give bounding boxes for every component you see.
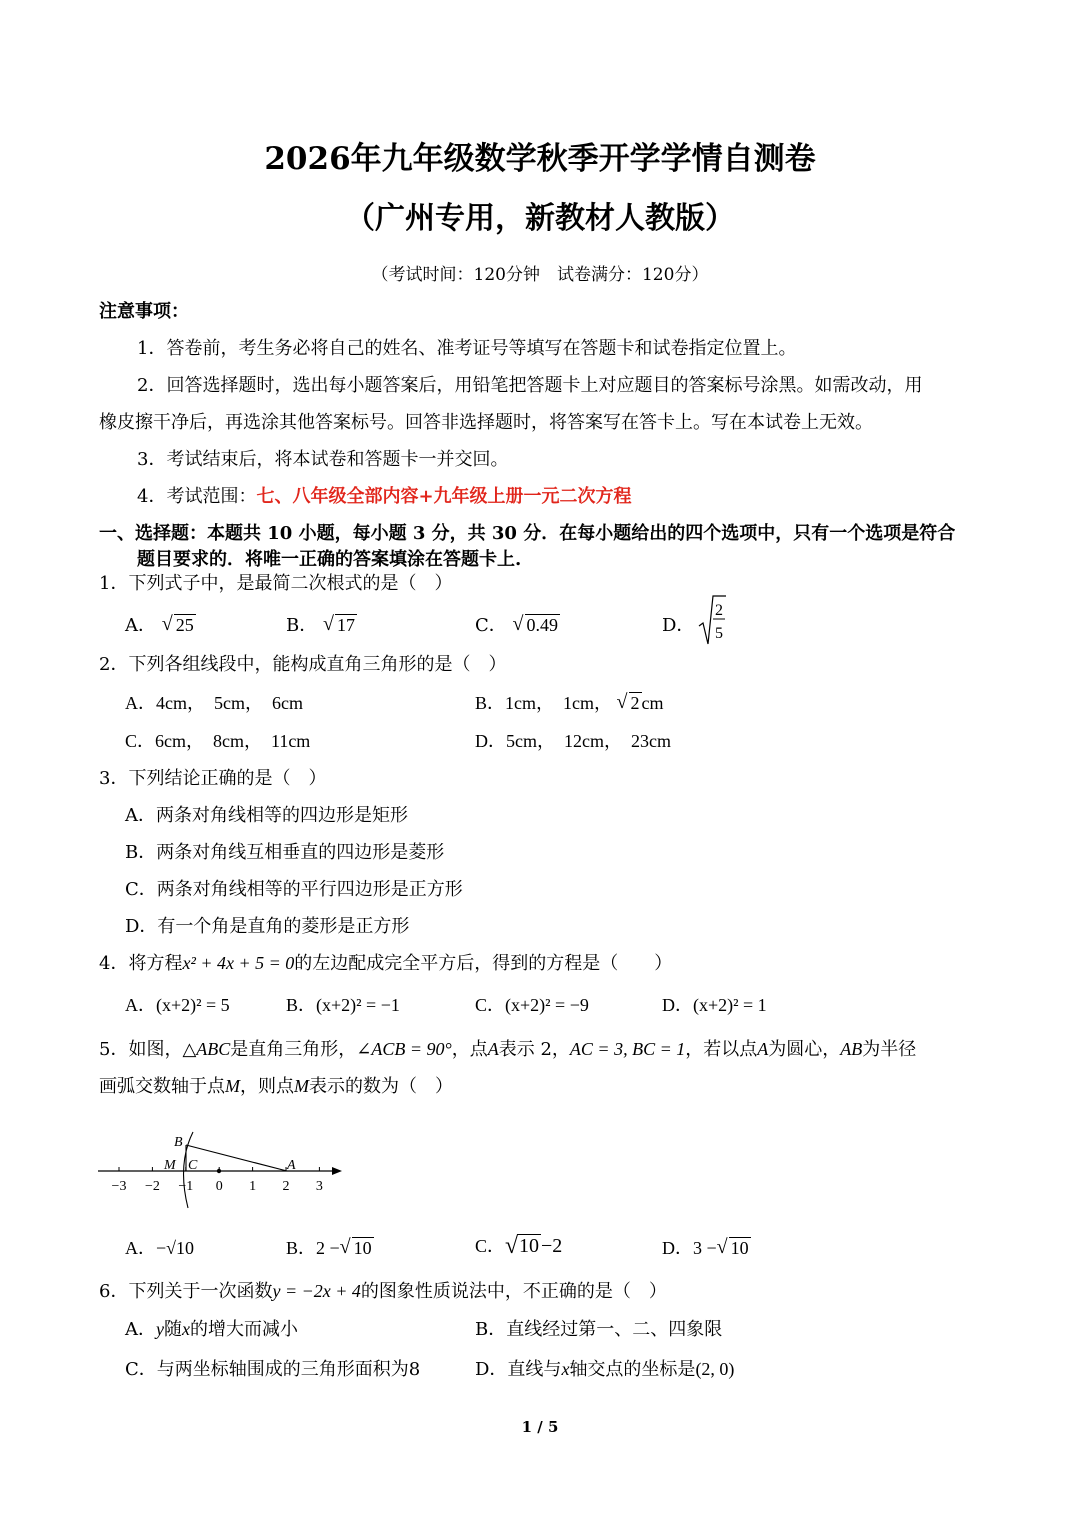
q5-label-c: C [188, 1158, 198, 1173]
q5-segment-ab: AB [840, 1039, 863, 1059]
q6-function: y = −2x + 4 [272, 1281, 361, 1301]
notice-heading: 注意事项： [99, 301, 189, 322]
q1-stem: 1．下列式子中，是最简二次根式的是（ ） [99, 573, 453, 594]
q6-stem-pre: 6．下列关于一次函数 [99, 1281, 273, 1302]
q6-option-d-point: (2, 0) [695, 1359, 735, 1379]
q6-option-a-text-1: 随 [164, 1319, 182, 1340]
q5-tick-label: 3 [315, 1179, 323, 1194]
q5-option-d-radicand: 10 [730, 1238, 749, 1258]
q5-text-g: 为半径 [862, 1039, 917, 1060]
q5-origin-dot [217, 1169, 221, 1173]
exam-scope: 七、八年级全部内容+九年级上册一元二次方程 [256, 486, 632, 507]
q4-option-b: B．(x+2)² = −1 [286, 995, 400, 1015]
q5-text-b: 是直角三角形， [230, 1039, 357, 1060]
q1-option-b-value: 17 [336, 615, 355, 635]
q1-option-c-label: C． [475, 615, 507, 636]
q2-option-b-unit: cm [641, 693, 664, 713]
q5-label-b: B [174, 1135, 183, 1150]
q5-text-j: 表示的数为（ ） [309, 1076, 453, 1097]
q6-option-d-x: x [561, 1359, 570, 1379]
q6-option-b: B．直线经过第一、二、四象限 [475, 1319, 723, 1340]
q5-triangle: △ABC [182, 1039, 231, 1059]
q5-lengths: AC = 3, BC = 1 [569, 1039, 686, 1059]
exam-info: （考试时间：120分钟 试卷满分：120分） [371, 265, 709, 285]
page-number: 1 / 5 [521, 1418, 559, 1436]
q6-option-a-text-2: 的增大而减小 [190, 1319, 298, 1340]
q6-option-a-label: A． [125, 1319, 156, 1340]
section-1-heading-cont: 题目要求的．将唯一正确的答案填涂在答题卡上. [137, 549, 522, 570]
notice-item-4 [137, 482, 632, 508]
q6-option-d-text: 轴交点的坐标是 [569, 1359, 696, 1380]
q5-point-a-center: A [757, 1039, 769, 1059]
q5-option-c: C． √ 10 −2 [475, 1233, 563, 1259]
q2-option-a: A．4cm， 5cm， 6cm [125, 693, 303, 713]
q6-stem [99, 1277, 667, 1303]
q5-point-m-2: M [294, 1076, 309, 1096]
q1-option-d-denominator: 5 [715, 625, 723, 642]
q5-point-m: M [225, 1076, 240, 1096]
q2-option-d: D．5cm， 12cm， 23cm [475, 731, 671, 751]
q4-stem-post: 的左边配成完全平方后，得到的方程是（ ） [294, 953, 673, 974]
q5-angle: ∠ACB = 90° [356, 1039, 452, 1059]
q5-point-a: A [487, 1039, 499, 1059]
q1-option-d-radical [697, 594, 727, 644]
q5-text-c: ，点 [451, 1039, 488, 1060]
q5-stem-line-1 [99, 1035, 916, 1061]
q3-option-a: A．两条对角线相等的四边形是矩形 [125, 805, 408, 826]
q3-stem: 3．下列结论正确的是（ ） [99, 768, 327, 789]
q5-tick-label: −3 [111, 1179, 127, 1194]
q5-option-b-label: B． [286, 1238, 317, 1258]
q3-option-d: D．有一个角是直角的菱形是正方形 [125, 916, 410, 937]
q2-option-b-text: B．1cm， 1cm， [475, 693, 612, 713]
q5-option-d-label: D． [662, 1238, 693, 1258]
q4-option-d: D．(x+2)² = 1 [662, 995, 767, 1015]
q5-text-f: 为圆心， [768, 1039, 841, 1060]
q5-option-a-label: A． [125, 1238, 156, 1258]
q5-label-a: A [287, 1158, 296, 1173]
q1-option-d [662, 611, 694, 637]
q1-option-a: A． √ 25 [125, 613, 194, 636]
q5-option-d: D．3 − √ 10 [662, 1236, 749, 1258]
q5-text-a: 5．如图， [99, 1039, 183, 1060]
notice-item-2: 2．回答选择题时，选出每小题答案后，用铅笔把答题卡上对应题目的答案标号涂黑。如需改动，用 [137, 375, 923, 396]
exam-title: 2026年九年级数学秋季开学学情自测卷 [264, 141, 816, 177]
q1-option-b-label: B． [286, 615, 318, 636]
q5-text-h: 画弧交数轴于点 [99, 1076, 225, 1097]
section-1-heading: 一、选择题：本题共 10 小题，每小题 3 分，共 30 分．在每小题给出的四个选项中，只有一个选项是符合 [99, 523, 956, 544]
q6-option-a-x: x [182, 1319, 190, 1339]
q5-option-c-label: C． [475, 1236, 506, 1256]
q5-label-m: M [164, 1158, 176, 1173]
q5-text-d: 表示 2， [498, 1039, 570, 1060]
q5-segment-ab-line [186, 1145, 287, 1171]
q4-equation: x² + 4x + 5 = 0 [182, 953, 295, 973]
exam-subtitle: （广州专用，新教材人教版） [345, 201, 735, 236]
notice-item-2-cont: 橡皮擦干净后，再选涂其他答案标号。回答非选择题时，将答案写在答卡上。写在本试卷上无效。 [99, 412, 873, 433]
q5-text-i: ，则点 [240, 1076, 294, 1097]
q5-stem-line-2 [99, 1072, 453, 1098]
q5-number-line-figure [95, 1128, 350, 1213]
q2-option-c: C．6cm， 8cm， 11cm [125, 731, 311, 751]
q2-option-b-radicand: 2 [630, 693, 640, 713]
notice-item-4-label: 4．考试范围： [137, 486, 257, 507]
q3-option-b: B．两条对角线互相垂直的四边形是菱形 [125, 842, 445, 863]
q4-stem [99, 949, 672, 975]
q5-option-b: B．2 − √ 10 [286, 1236, 372, 1258]
q1-option-d-radical-sign [697, 594, 727, 646]
q1-option-c: C． √ 0.49 [475, 613, 559, 636]
q5-option-c-radicand: 10 [519, 1235, 540, 1257]
q5-tick-label: −1 [178, 1179, 194, 1194]
q1-option-b: B． √ 17 [286, 613, 355, 636]
q5-tick-label: 2 [282, 1179, 290, 1194]
q2-stem: 2．下列各组线段中，能构成直角三角形的是（ ） [99, 654, 507, 675]
q1-option-d-numerator: 2 [715, 602, 723, 619]
q6-option-d [475, 1355, 734, 1381]
q1-option-a-value: 25 [175, 615, 194, 635]
q5-tick-label: 1 [249, 1179, 257, 1194]
q1-option-c-value: 0.49 [526, 615, 559, 635]
q6-option-d-label: D．直线与 [475, 1359, 562, 1380]
q5-tick-label: −2 [144, 1179, 160, 1194]
q3-option-c: C．两条对角线相等的平行四边形是正方形 [125, 879, 463, 900]
q5-axis-arrow [332, 1167, 342, 1175]
q5-option-b-radicand: 10 [353, 1238, 372, 1258]
q5-option-a [125, 1234, 194, 1260]
q6-stem-post: 的图象性质说法中，不正确的是（ ） [360, 1281, 667, 1302]
notice-item-3: 3．考试结束后，将本试卷和答题卡一并交回。 [137, 449, 509, 470]
q5-option-c-suffix: −2 [541, 1235, 563, 1257]
q5-option-b-prefix: 2 − [316, 1238, 340, 1258]
q4-option-c: C．(x+2)² = −9 [475, 995, 589, 1015]
q1-option-a-label: A． [125, 615, 156, 636]
q6-option-a-y: y [156, 1319, 164, 1339]
q4-option-a: A．(x+2)² = 5 [125, 995, 230, 1015]
q5-text-e: ，若以点 [685, 1039, 758, 1060]
notice-item-1: 1．答卷前，考生务必将自己的姓名、准考证号等填写在答题卡和试卷指定位置上。 [137, 338, 797, 359]
q6-option-c: C．与两坐标轴围成的三角形面积为8 [125, 1359, 421, 1380]
q1-option-d-label: D． [662, 615, 695, 636]
q5-option-a-value: −√10 [156, 1238, 195, 1258]
q2-option-b: B．1cm， 1cm， √ 2 cm [475, 691, 664, 713]
q5-option-d-prefix: 3 − [693, 1238, 717, 1258]
q6-option-a [125, 1315, 298, 1341]
q5-tick-label: 0 [215, 1179, 223, 1194]
q4-stem-pre: 4．将方程 [99, 953, 183, 974]
